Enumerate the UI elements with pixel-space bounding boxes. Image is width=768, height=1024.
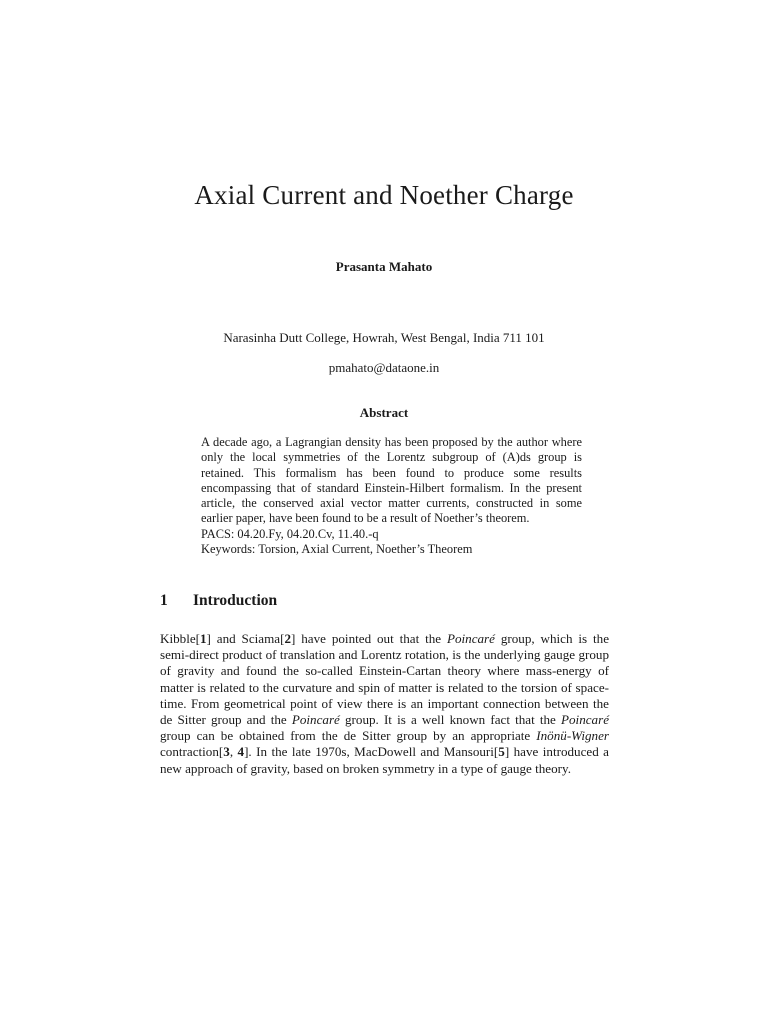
abstract-heading: Abstract — [359, 405, 409, 420]
italic-term: Poincaré — [561, 712, 610, 728]
text-segment: contraction[ — [160, 744, 224, 760]
text-segment: , — [229, 744, 238, 760]
paper-title: Axial Current and Noether Charge — [194, 180, 574, 210]
abstract-block — [201, 435, 582, 557]
abstract-text: A decade ago, a Lagrangian density has been proposed by the author where only the local symmetries of the Lorentz subgroup of (A)ds group is retained. This formalism has been found to produce some results encompassing that of standard Einstein-Hilbert formalism. In the present article, the conserved axial vector matter currents, constructed in some earlier paper, have been found to be a result of Noether’s theorem. — [201, 435, 582, 526]
author-email: pmahato@dataone.in — [328, 360, 440, 375]
citation-ref: 2 — [284, 631, 292, 646]
author-affiliation: Narasinha Dutt College, Howrah, West Bengal, India 711 101 — [223, 330, 545, 345]
introduction-paragraph — [160, 631, 609, 777]
section-title: Introduction — [193, 592, 278, 609]
citation-ref: 1 — [200, 631, 207, 646]
text-segment: Kibble[ — [160, 631, 200, 646]
text-segment: group, which is the semi-direct product of translation and Lorentz rotation, is the underlying gauge group of gravity and found the so-called Einstein-Cartan theory where mass-energy of matter is related to the curvature and spin of matter is related to the torsion of space-time. From geometrical point of view there is an important connection between the de Sitter group and the — [160, 631, 610, 728]
text-segment: ] and Sciama[ — [206, 631, 285, 646]
italic-term: Poincaré — [291, 712, 340, 728]
text-segment: ] have introduced a new approach of gravity, based on broken symmetry in a type of gauge theory. — [160, 744, 609, 776]
citation-ref: 3 — [223, 744, 230, 760]
text-segment: group. It is a well known fact that the — [339, 712, 562, 728]
pacs-line: PACS: 04.20.Fy, 04.20.Cv, 11.40.-q — [201, 526, 379, 541]
author-name: Prasanta Mahato — [335, 259, 433, 274]
text-segment: group can be obtained from the de Sitter group by an appropriate — [160, 728, 537, 744]
section-heading — [160, 592, 277, 610]
italic-term: Poincaré — [446, 631, 495, 646]
citation-ref: 4 — [237, 744, 245, 760]
text-segment: ] have pointed out that the — [291, 631, 447, 646]
keywords-line: Keywords: Torsion, Axial Current, Noether’s Theorem — [201, 542, 473, 557]
italic-term: Inönü-Wigner — [536, 728, 609, 744]
text-segment: ]. In the late 1970s, MacDowell and Mansouri[ — [244, 744, 499, 760]
section-number: 1 — [160, 592, 168, 609]
citation-ref: 5 — [498, 744, 505, 760]
